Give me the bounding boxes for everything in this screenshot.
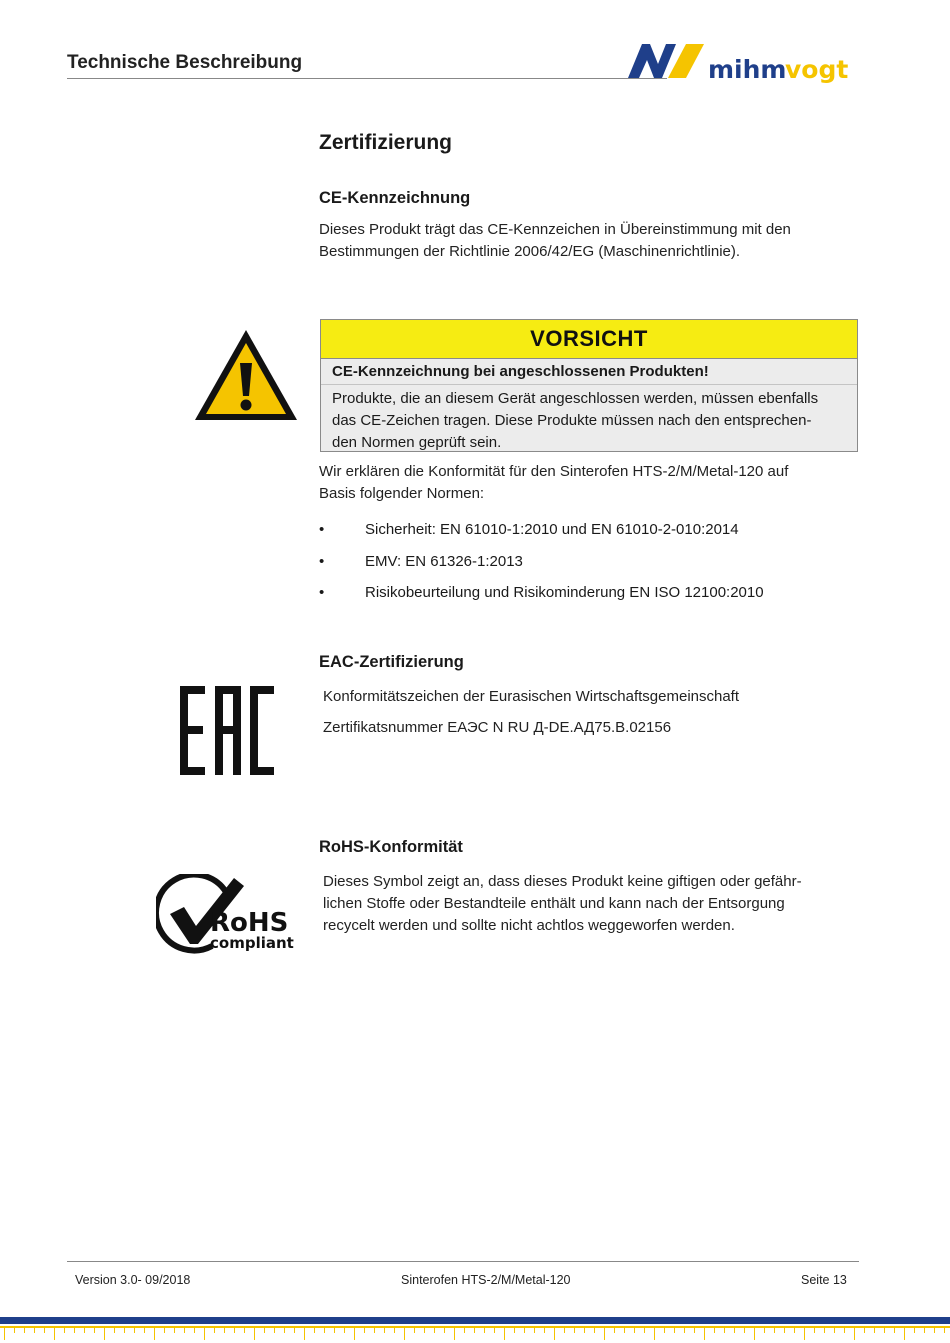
ruler-tick (284, 1328, 285, 1333)
ruler-tick (574, 1328, 575, 1333)
standard-item: Risikobeurteilung und Risikominderung EN ISO 12100:2010 (365, 584, 764, 601)
rohs-logo-word: RoHS (210, 908, 289, 938)
rohs-logo-sub: compliant (210, 934, 294, 952)
ruler-tick (314, 1328, 315, 1333)
ruler-tick (664, 1328, 665, 1333)
ruler-tick (694, 1328, 695, 1333)
ruler-tick (764, 1328, 765, 1333)
ruler-tick (404, 1328, 405, 1340)
ce-paragraph (319, 219, 791, 263)
ruler-tick (684, 1328, 685, 1333)
ruler-tick (204, 1328, 205, 1340)
ruler-tick (384, 1328, 385, 1333)
header-divider (67, 78, 667, 79)
ruler-tick (924, 1328, 925, 1333)
ruler-tick (644, 1328, 645, 1333)
footer-product: Sinterofen HTS-2/M/Metal-120 (401, 1273, 571, 1287)
ruler-tick (84, 1328, 85, 1333)
conformity-paragraph (319, 461, 788, 505)
warning-line: Produkte, die an diesem Gerät angeschlossen werden, müssen ebenfalls (332, 390, 819, 407)
ce-line: Bestimmungen der Richtlinie 2006/42/EG (Maschinenrichtlinie). (319, 243, 741, 260)
eac-mark-icon (178, 686, 276, 775)
ruler-tick (274, 1328, 275, 1333)
ruler-tick (104, 1328, 105, 1340)
ruler-tick (224, 1328, 225, 1333)
ruler-tick (844, 1328, 845, 1333)
ruler-tick (74, 1328, 75, 1333)
ruler-tick (454, 1328, 455, 1340)
ruler-tick (4, 1328, 5, 1340)
bullet-marker: • (319, 521, 325, 538)
rohs-compliant-icon (156, 874, 298, 958)
ruler-tick (374, 1328, 375, 1333)
ruler-tick (94, 1328, 95, 1333)
document-header-title: Technische Beschreibung (67, 52, 303, 73)
ruler-tick (304, 1328, 305, 1340)
ruler-tick (164, 1328, 165, 1333)
ruler-tick (484, 1328, 485, 1333)
ruler-tick (344, 1328, 345, 1333)
ruler-tick (834, 1328, 835, 1333)
ruler-tick (174, 1328, 175, 1333)
ruler-tick (254, 1328, 255, 1340)
rohs-paragraph (323, 871, 802, 937)
ruler-tick (584, 1328, 585, 1333)
ruler-tick (124, 1328, 125, 1333)
ruler-tick (264, 1328, 265, 1333)
footer-decorative-bar (0, 1317, 950, 1343)
ruler-tick (804, 1328, 805, 1340)
ruler-tick (474, 1328, 475, 1333)
rohs-line: recycelt werden und sollte nicht achtlos weggeworfen werden. (323, 917, 735, 934)
warning-line: das CE-Zeichen tragen. Diese Produkte müssen nach den entsprechen- (332, 412, 812, 429)
ruler-tick (194, 1328, 195, 1333)
ruler-tick (614, 1328, 615, 1333)
bullet-marker: • (319, 584, 325, 601)
rohs-heading: RoHS-Konformität (319, 838, 463, 856)
warning-subtitle: CE-Kennzeichnung bei angeschlossenen Produkten! (321, 359, 857, 385)
eac-description: Konformitätszeichen der Eurasischen Wirtschaftsgemeinschaft (323, 688, 740, 705)
ruler-tick (734, 1328, 735, 1333)
ce-line: Dieses Produkt trägt das CE-Kennzeichen in Übereinstimmung mit den (319, 221, 791, 238)
ruler-tick (714, 1328, 715, 1333)
ruler-tick (24, 1328, 25, 1333)
ruler-tick (824, 1328, 825, 1333)
warning-box (320, 319, 858, 452)
ruler-tick (444, 1328, 445, 1333)
ruler-tick (214, 1328, 215, 1333)
ruler-tick (544, 1328, 545, 1333)
ruler-tick (144, 1328, 145, 1333)
ruler-tick (414, 1328, 415, 1333)
ruler-tick (434, 1328, 435, 1333)
ruler-tick (894, 1328, 895, 1333)
standard-item: EMV: EN 61326-1:2013 (365, 553, 523, 570)
ruler-tick (934, 1328, 935, 1333)
ruler-tick (564, 1328, 565, 1333)
mihmvogt-logo (628, 42, 860, 84)
eac-heading: EAC-Zertifizierung (319, 653, 464, 671)
ruler-tick (884, 1328, 885, 1333)
ruler-tick (754, 1328, 755, 1340)
ruler-tick (294, 1328, 295, 1333)
ruler-tick (244, 1328, 245, 1333)
ruler-tick (624, 1328, 625, 1333)
logo-text-vogt: vogt (785, 55, 849, 84)
warning-line: den Normen geprüft sein. (332, 434, 502, 451)
ruler-tick (554, 1328, 555, 1340)
ruler-tick (154, 1328, 155, 1340)
ruler-tick (14, 1328, 15, 1333)
ruler-tick (234, 1328, 235, 1333)
conformity-line: Basis folgender Normen: (319, 485, 485, 502)
ruler-tick (54, 1328, 55, 1340)
standard-item: Sicherheit: EN 61010-1:2010 und EN 61010-2-010:2014 (365, 521, 739, 538)
ce-heading: CE-Kennzeichnung (319, 189, 471, 207)
ruler-tick (464, 1328, 465, 1333)
ruler-tick (324, 1328, 325, 1333)
ruler-tick (854, 1328, 855, 1340)
ruler-tick (744, 1328, 745, 1333)
ruler-tick (354, 1328, 355, 1340)
footer-version: Version 3.0- 09/2018 (75, 1273, 191, 1287)
ruler-tick (654, 1328, 655, 1340)
ruler-tick (34, 1328, 35, 1333)
bullet-marker: • (319, 553, 325, 570)
ruler-tick (794, 1328, 795, 1333)
rohs-line: Dieses Symbol zeigt an, dass dieses Produkt keine giftigen oder gefähr- (323, 873, 802, 890)
ruler-tick (534, 1328, 535, 1333)
ruler-tick (914, 1328, 915, 1333)
footer-page-number: Seite 13 (801, 1273, 847, 1287)
ruler-tick (604, 1328, 605, 1340)
ruler-tick (394, 1328, 395, 1333)
ruler-tick (904, 1328, 905, 1340)
ruler-tick (704, 1328, 705, 1340)
ruler-tick (334, 1328, 335, 1333)
footer-divider (67, 1261, 859, 1262)
warning-title: VORSICHT (321, 320, 857, 359)
ruler-tick (724, 1328, 725, 1333)
ruler-tick (674, 1328, 675, 1333)
page-title: Zertifizierung (319, 131, 453, 154)
ruler-tick (424, 1328, 425, 1333)
logo-text-mihm: mihm (708, 55, 787, 84)
rohs-line: lichen Stoffe oder Bestandteile enthält und kann nach der Entsorgung (323, 895, 785, 912)
ruler-tick (64, 1328, 65, 1333)
conformity-line: Wir erklären die Konformität für den Sinterofen HTS-2/M/Metal-120 auf (319, 463, 789, 480)
ruler-tick (514, 1328, 515, 1333)
ruler-tick (364, 1328, 365, 1333)
eac-certificate-number: Zertifikatsnummer ЕАЭС N RU Д-DE.АД75.В.02156 (323, 719, 672, 736)
ruler-tick (784, 1328, 785, 1333)
ruler-tick (134, 1328, 135, 1333)
warning-triangle-icon (191, 326, 301, 424)
ruler-tick (184, 1328, 185, 1333)
ruler-tick (44, 1328, 45, 1333)
ruler-tick (114, 1328, 115, 1333)
ruler-tick (864, 1328, 865, 1333)
ruler-tick (634, 1328, 635, 1333)
ruler-tick (774, 1328, 775, 1333)
ruler-tick (524, 1328, 525, 1333)
ruler-tick (814, 1328, 815, 1333)
ruler-tick (504, 1328, 505, 1340)
ruler-tick (494, 1328, 495, 1333)
ruler-tick (594, 1328, 595, 1333)
ruler-tick (874, 1328, 875, 1333)
ruler-tick (944, 1328, 945, 1333)
warning-text (321, 385, 857, 454)
